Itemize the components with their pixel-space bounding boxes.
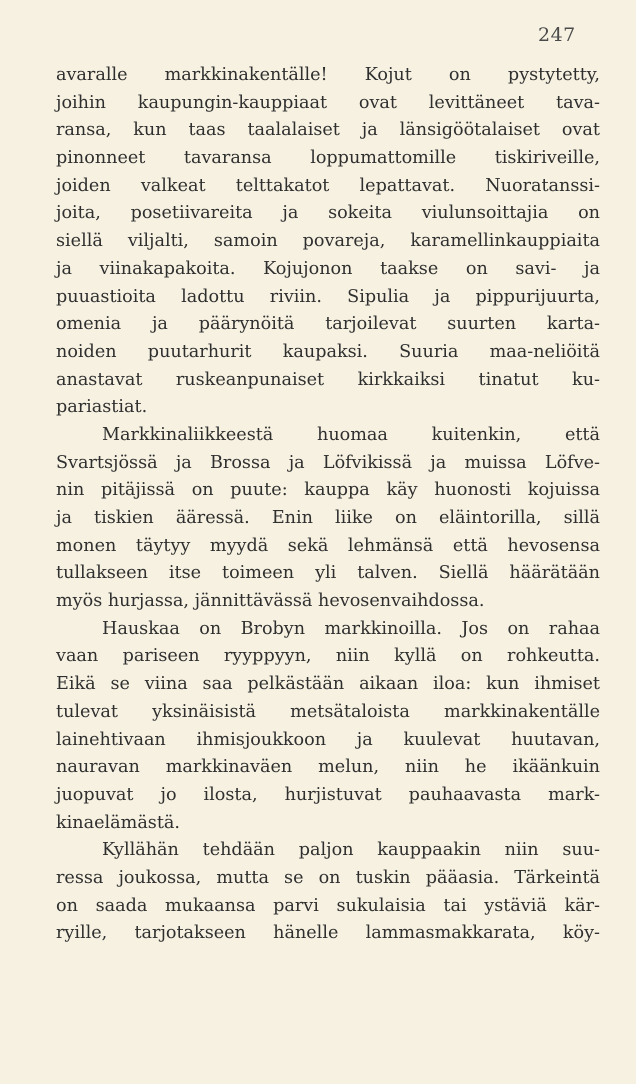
- text-line: joiden valkeat telttakatot lepattavat. Nuoratanssi-: [56, 175, 600, 196]
- text-line: tullakseen itse toimeen yli talven. Siellä häärätään: [56, 563, 600, 584]
- text-line: pinonneet tavaransa loppumattomille tiskiriveille,: [56, 148, 600, 169]
- text-line: nauravan markkinaväen melun, niin he ikäänkuin: [56, 757, 600, 778]
- text-line: kinaelämästä.: [56, 812, 180, 833]
- text-line: ressa joukossa, mutta se on tuskin pääasia. Tärkeintä: [56, 867, 600, 888]
- text-line: ja tiskien ääressä. Enin liike on eläintorilla, sillä: [56, 508, 600, 528]
- text-line: ryille, tarjotakseen hänelle lammasmakkarata, köy-: [56, 923, 600, 944]
- page-number: 247: [538, 24, 576, 46]
- text-line: anastavat ruskeanpunaiset kirkkaiksi tinatut ku-: [56, 369, 600, 390]
- body-text: [56, 62, 600, 948]
- text-line: puuastioita ladottu riviin. Sipulia ja pippurijuurta,: [56, 286, 600, 307]
- text-line: Markkinaliikkeestä huomaa kuitenkin, että: [102, 424, 600, 445]
- text-line: monen täytyy myydä sekä lehmänsä että hevosensa: [56, 535, 600, 556]
- text-line: Eikä se viina saa pelkästään aikaan iloa: kun ihmiset: [56, 674, 600, 695]
- text-line: joita, posetiivareita ja sokeita viulunsoittajia on: [56, 203, 600, 224]
- text-line: ja viinakapakoita. Kojujonon taakse on savi- ja: [56, 258, 600, 279]
- text-line: lainehtivaan ihmisjoukkoon ja kuulevat huutavan,: [56, 729, 600, 750]
- text-line: myös hurjassa, jännittävässä hevosenvaihdossa.: [56, 591, 485, 612]
- text-line: pariastiat.: [56, 397, 148, 418]
- text-line: Svartsjössä ja Brossa ja Löfvikissä ja muissa Löfve-: [56, 452, 600, 473]
- text-line: joihin kaupungin-kauppiaat ovat levittäneet tava-: [56, 92, 600, 113]
- text-line: juopuvat jo ilosta, hurjistuvat pauhaavasta mark-: [56, 784, 600, 805]
- text-line: nin pitäjissä on puute: kauppa käy huonosti kojuissa: [56, 480, 600, 501]
- text-line: tulevat yksinäisistä metsätaloista markkinakentälle: [56, 701, 600, 722]
- text-line: Kyllähän tehdään paljon kauppaakin niin suu-: [102, 840, 600, 861]
- text-line: vaan pariseen ryyppyyn, niin kyllä on rohkeutta.: [56, 646, 600, 667]
- text-line: on saada mukaansa parvi sukulaisia tai ystäviä kär-: [56, 895, 600, 916]
- text-line: omenia ja päärynöitä tarjoilevat suurten karta-: [56, 314, 600, 335]
- text-line: ransa, kun taas taalalaiset ja länsigöötalaiset ovat: [56, 120, 600, 141]
- text-line: Hauskaa on Brobyn markkinoilla. Jos on rahaa: [102, 618, 600, 639]
- text-line: siellä viljalti, samoin povareja, karamellinkauppiaita: [56, 231, 600, 252]
- text-line: noiden puutarhurit kaupaksi. Suuria maa-neliöitä: [56, 341, 600, 362]
- text-line: avaralle markkinakentälle! Kojut on pystytetty,: [56, 65, 600, 85]
